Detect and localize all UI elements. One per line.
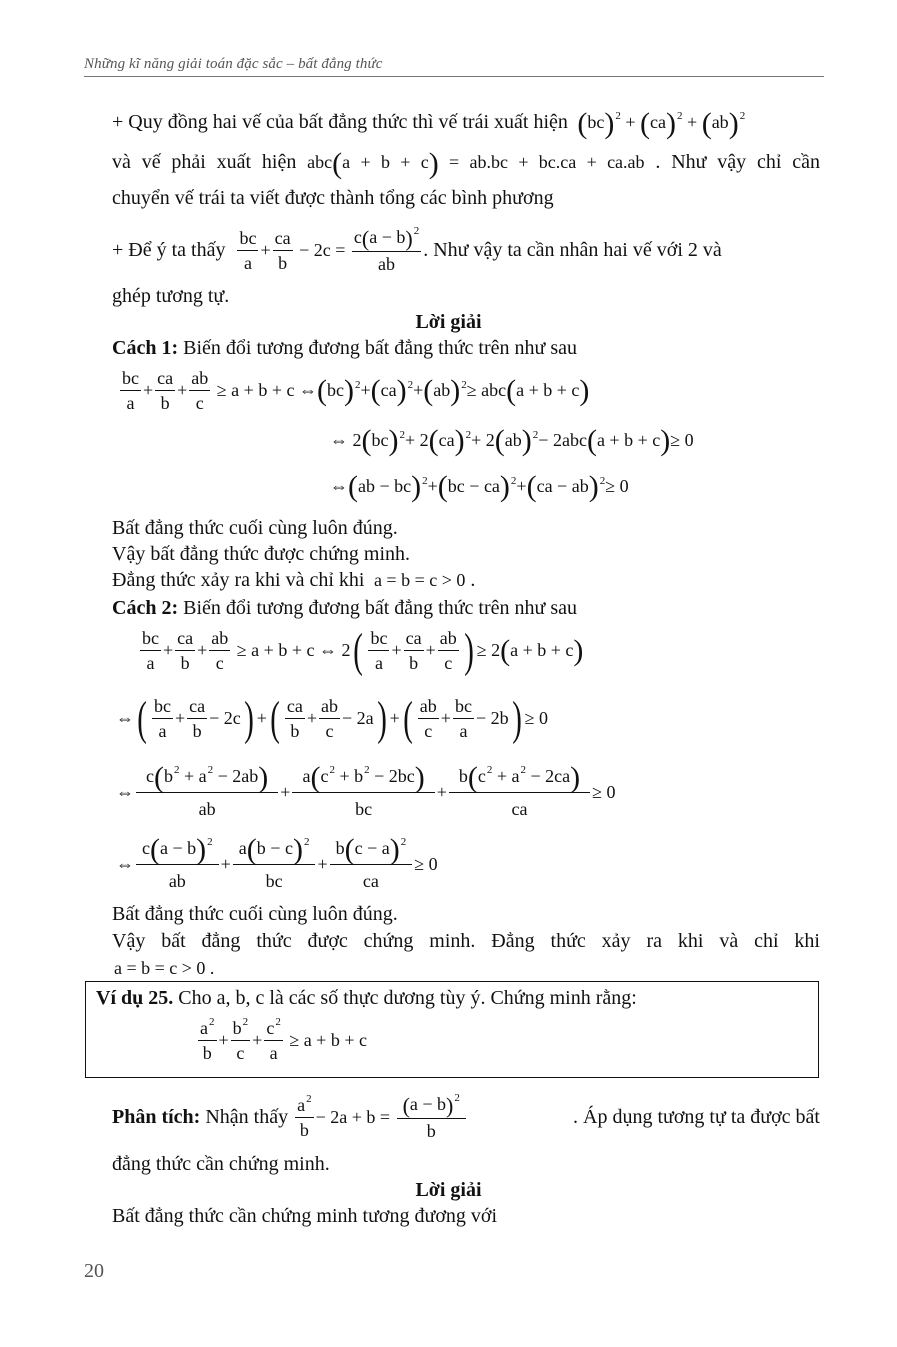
example-inequality: $\frac{a^2}{b}$ + $\frac{b^2}{c}$ + $\frac{c^2}{a}$ ≥ a + b + c (200, 1016, 367, 1063)
solution-heading-1: Lời giải (415, 311, 482, 333)
solution-heading-2: Lời giải (415, 1179, 482, 1201)
method-1-text: Biến đổi tương đương bất đẳng thức trên như sau (183, 337, 578, 359)
frac: $\frac{ca}{b}$ (274, 227, 291, 273)
equation-1: $\frac{bc}{a}$ + $\frac{ca}{b}$ + $\frac{ab}{c}$ ≥ a + b + c ⇔ ( bc ) $^2$ + ( ca ) $^2$ + ( ab ) $^2$ ≥ abc ( a + b + c ) (122, 368, 590, 413)
conclusion-2b: Vậy bất đẳng thức được chứng minh. Đẳng thức xảy ra khi và chỉ khi (112, 930, 820, 952)
analysis-text-a: Nhận thấy (205, 1106, 289, 1129)
frac: $\frac{c(a - b)^2}{ab}$ (353, 225, 420, 274)
analysis-line-2: đẳng thức cần chứng minh. (112, 1153, 330, 1175)
intro-line-1 (112, 106, 746, 140)
intro-line-4: + Để ý ta thấy $\frac{bc}{a}$ + $\frac{ca}{b}$ − 2c = $\frac{c(a - b)^2}{ab}$ . Như vậy ta cần nhân hai vế với 2 và (112, 225, 722, 274)
intro-text-2b: . Như vậy chỉ cần (655, 151, 821, 173)
equality-formula-2: a = b = c > 0 . (114, 958, 215, 978)
method-1-label: Cách 1: (112, 337, 179, 359)
header-rule (84, 76, 824, 77)
intro-text-4b: . Như vậy ta cần nhân hai vế với 2 và (423, 239, 722, 262)
intro-text-4a: + Để ý ta thấy (112, 239, 226, 262)
method-2-text: Biến đổi tương đương bất đẳng thức trên như sau (183, 597, 578, 619)
example-line (96, 986, 637, 1010)
conclusion-1a: Bất đẳng thức cuối cùng luôn đúng. (112, 517, 398, 539)
running-header: Những kĩ năng giải toán đặc sắc – bất đẳng thức (84, 56, 383, 72)
analysis-text-b: . Áp dụng tương tự ta được bất (573, 1106, 820, 1129)
intro-line-2 (112, 146, 821, 180)
conclusion-1c: Đẳng thức xảy ra khi và chỉ khi a = b = c > 0 . (112, 569, 476, 591)
intro-text-1: + Quy đồng hai vế của bất đẳng thức thì vế trái xuất hiện (112, 111, 568, 133)
example-label: Ví dụ 25. (96, 987, 174, 1009)
intro-line-3: chuyển vế trái ta viết được thành tổng các bình phương (112, 187, 554, 209)
equation-2: ⇔ 2 ( bc ) $^2$ + 2 ( ca ) $^2$ + 2 ( ab ) $^2$ − 2abc ( a + b + c ) ≥ 0 (330, 423, 694, 457)
method-2-line (112, 596, 577, 620)
frac: $\frac{bc}{a}$ (239, 227, 257, 273)
formula-abc: abc(a + b + c) = ab.bc + bc.ca + ca.ab (307, 146, 645, 180)
intro-line-5: ghép tương tự. (112, 285, 230, 307)
conclusion-1b: Vậy bất đẳng thức được chứng minh. (112, 543, 411, 565)
example-text: Cho a, b, c là các số thực dương tùy ý. Chứng minh rằng: (178, 987, 637, 1009)
page-number: 20 (84, 1260, 104, 1282)
equation-7: ⇔ $\frac{c(a - b)^2}{ab}$ + $\frac{a(b - c)^2}{bc}$ + $\frac{b(c - a)^2}{ca}$ ≥ 0 (116, 832, 438, 891)
method-1-line (112, 336, 577, 360)
equation-6: ⇔ $\frac{c(b^2 + a^2 - 2ab)}{ab}$ + $\frac{a(c^2 + b^2 - 2bc)}{bc}$ + $\frac{b(c^2 + a^2 - 2ca)}{ca}$ ≥ 0 (116, 760, 616, 819)
equation-4: $\frac{bc}{a}$ + $\frac{ca}{b}$ + $\frac{ab}{c}$ ≥ a + b + c ⇔ 2 ( $\frac{bc}{a}$ + $\frac{ca}{b}$ + $\frac{ab}{c}$ ) ≥ 2 ( a + b + c ) (142, 623, 584, 677)
equality-text-1: Đẳng thức xảy ra khi và chỉ khi (112, 569, 365, 591)
method-2-label: Cách 2: (112, 597, 179, 619)
formula-squares: (bc)$^2$ + (ca)$^2$ + (ab)$^2$ (577, 106, 746, 140)
analysis-label: Phân tích: (112, 1106, 201, 1129)
equation-5: ⇔ ( $\frac{bc}{a}$ + $\frac{ca}{b}$ − 2c ) + ( $\frac{ca}{b}$ + $\frac{ab}{c}$ − 2a ) + ( $\frac{ab}{c}$ + $\frac{bc}{a}$ − 2b ) ≥ 0 (116, 691, 548, 745)
equation-3: ⇔ ( ab − bc ) $^2$ + ( bc − ca ) $^2$ + ( ca − ab ) $^2$ ≥ 0 (330, 469, 629, 503)
analysis-line: Phân tích: Nhận thấy $\frac{a^2}{b}$ − 2a + b = $\frac{(a - b)^2}{b}$ . Áp dụng tương tự ta được bất (112, 1092, 820, 1141)
intro-text-2a: và vế phải xuất hiện (112, 151, 297, 173)
solution-3-text: Bất đẳng thức cần chứng minh tương đương với (112, 1205, 498, 1227)
conclusion-2a: Bất đẳng thức cuối cùng luôn đúng. (112, 903, 398, 925)
